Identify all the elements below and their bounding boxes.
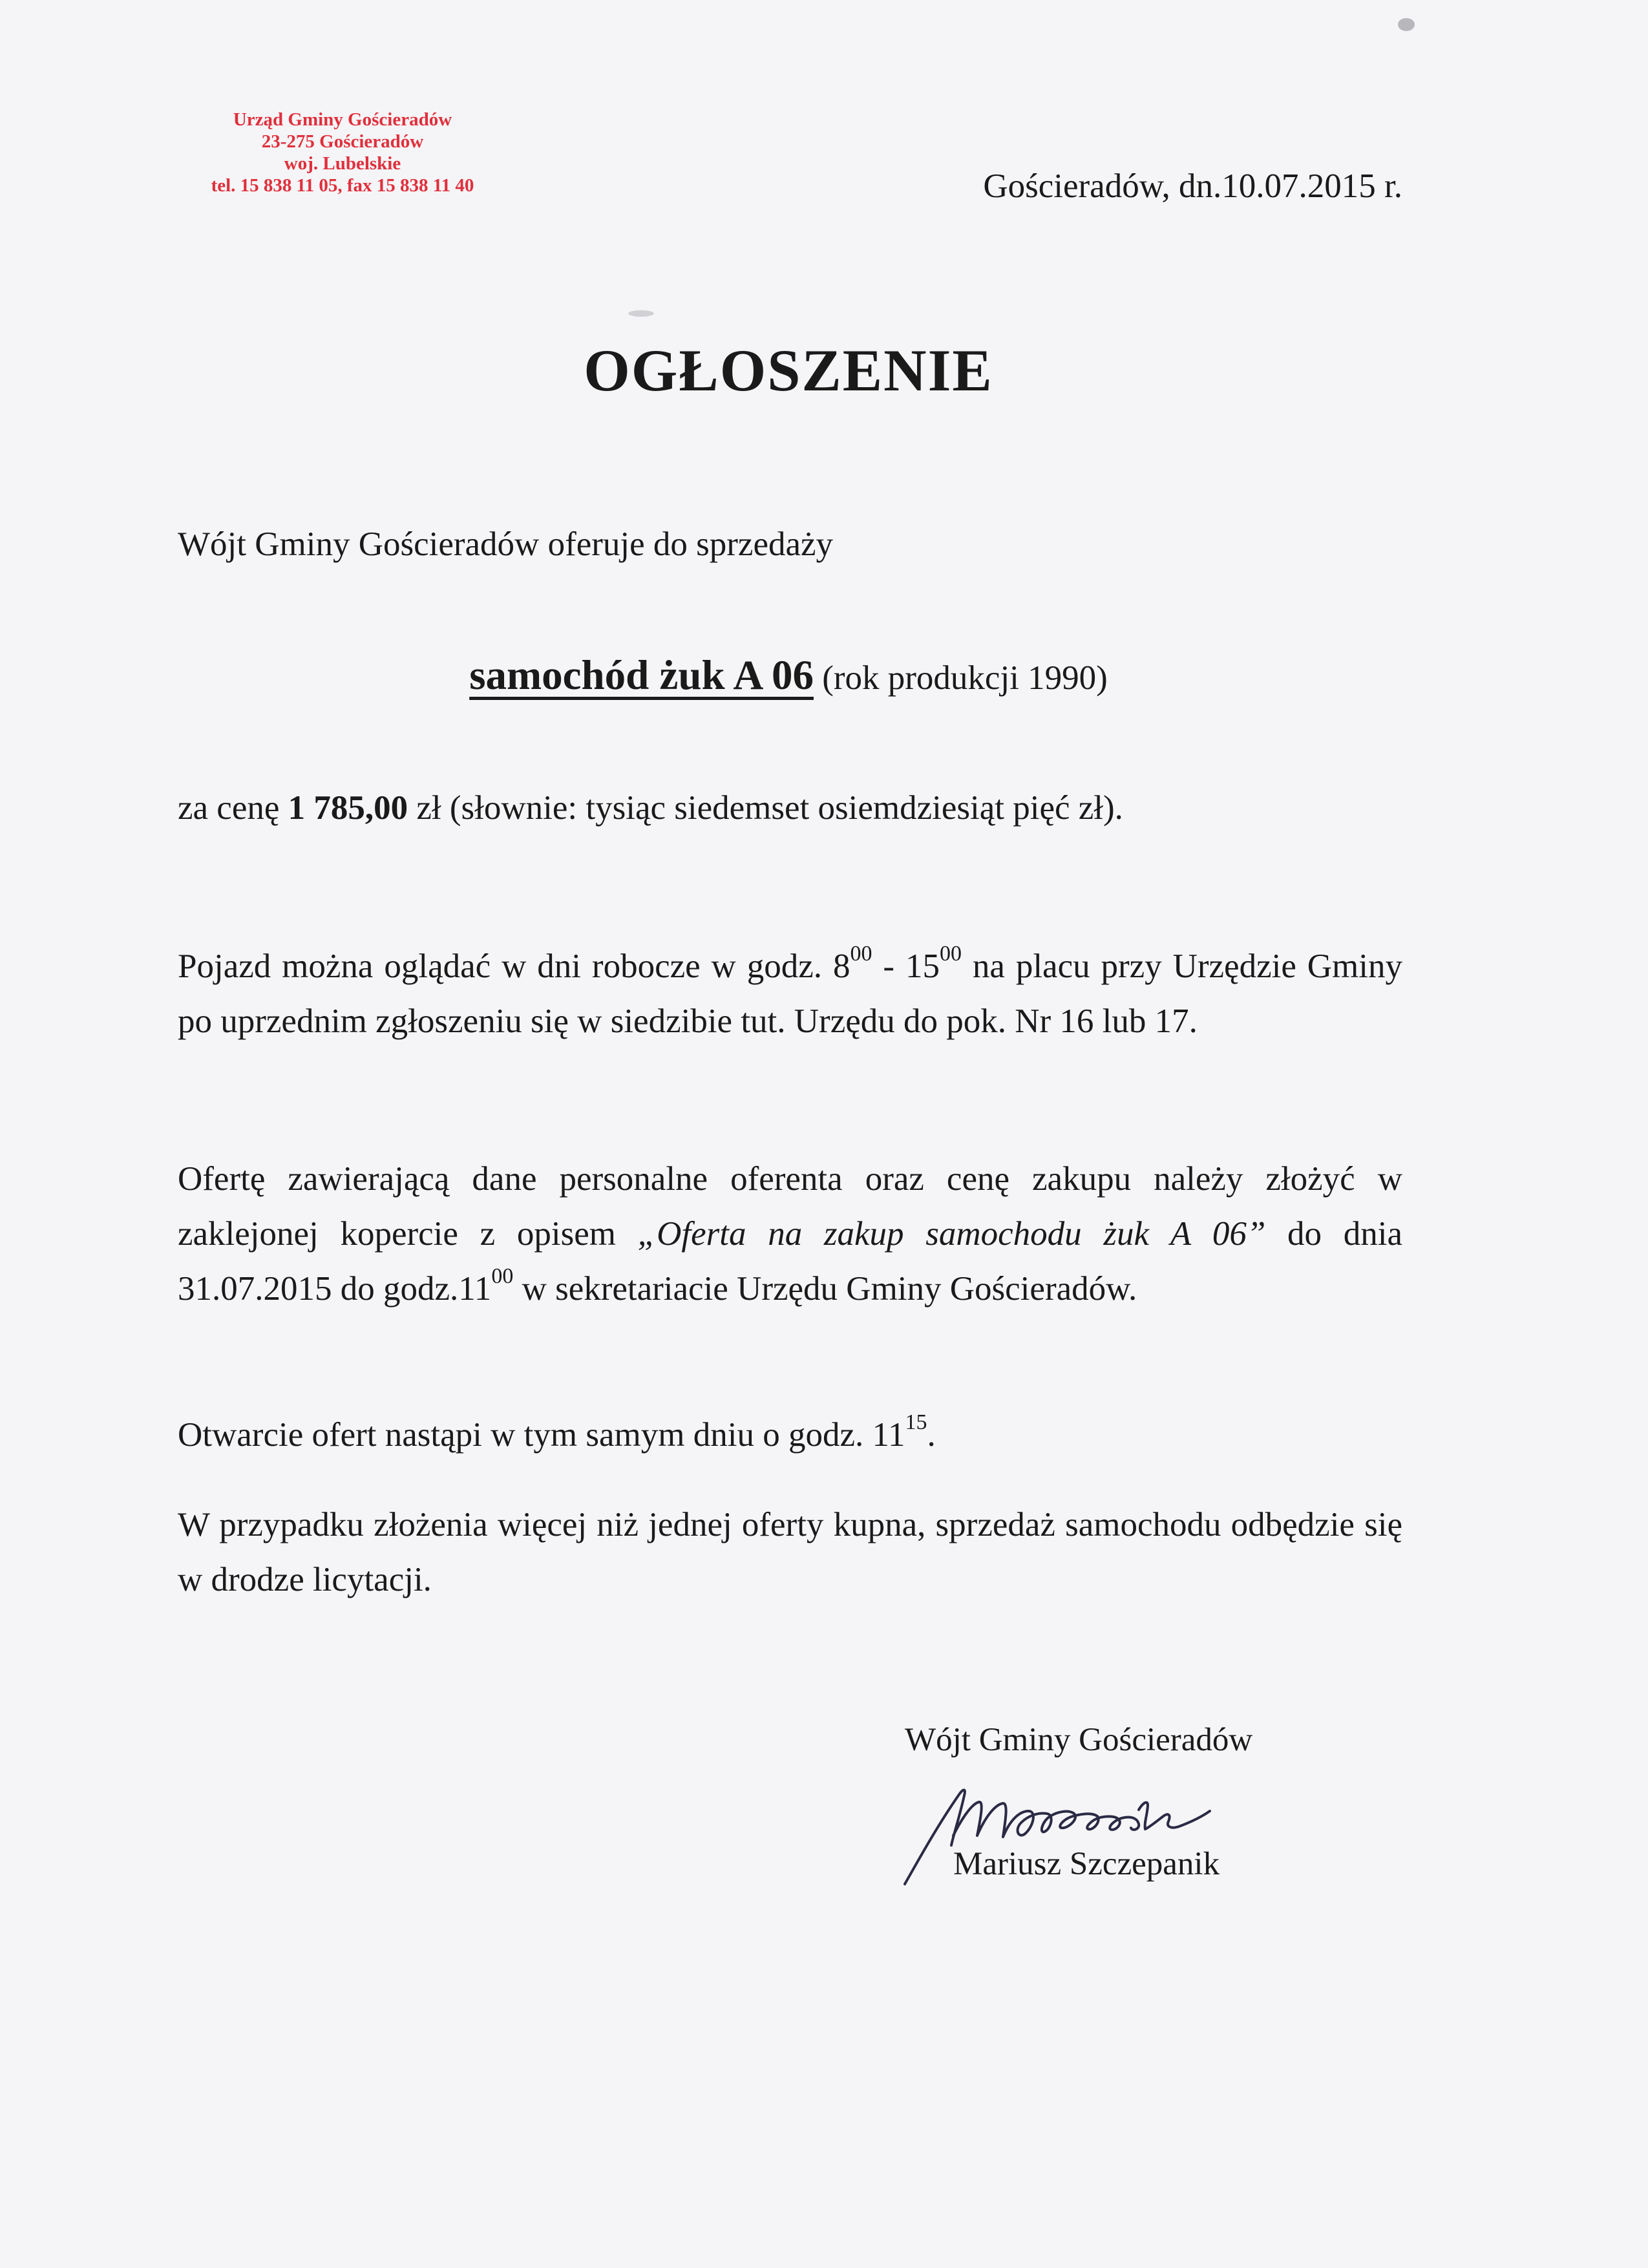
price-paragraph [178, 781, 1402, 836]
office-stamp [162, 109, 523, 196]
viewing-text-2: - 15 [872, 948, 940, 985]
viewing-hour-start-sup: 00 [850, 942, 872, 966]
offer-text-2: do dnia 31.07.2015 do godz.11 [178, 1215, 1403, 1308]
offer-text-1: Ofertę zawierającą dane personalne oferenta oraz cenę zakupu należy złożyć w zaklejonej kopercie z opisem [178, 1160, 1402, 1253]
price-amount: 1 785,00 [288, 789, 408, 827]
signatory-name: Mariusz Szczepanik [953, 1846, 1220, 1882]
auction-paragraph: W przypadku złożenia więcej niż jednej oferty kupna, sprzedaż samochodu odbędzie się w drodze licytacji. [178, 1506, 1402, 1598]
opening-text-2: . [927, 1416, 936, 1454]
document-title: OGŁOSZENIE [584, 337, 993, 403]
price-prefix: za cenę [178, 789, 288, 827]
vehicle-name: samochód żuk A 06 [469, 652, 814, 699]
viewing-paragraph [178, 939, 1402, 1049]
opening-text-1: Otwarcie ofert nastąpi w tym samym dniu o godz. 11 [178, 1416, 905, 1454]
opening-paragraph [178, 1408, 1402, 1463]
viewing-text-1: Pojazd można oglądać w dni robocze w godz. 8 [178, 948, 850, 985]
signatory-title: Wójt Gminy Gościeradów [905, 1722, 1253, 1758]
vehicle-line [0, 648, 1577, 706]
vehicle-production-year: (rok produkcji 1990) [822, 659, 1108, 697]
opening-hour-sup: 15 [905, 1410, 927, 1434]
stamp-line-phone: tel. 15 838 11 05, fax 15 838 11 40 [211, 175, 474, 196]
offer-envelope-description: „Oferta na zakup samochodu żuk A 06” [637, 1215, 1266, 1253]
scan-speck [1398, 18, 1415, 31]
offer-hour-sup: 00 [491, 1264, 514, 1288]
offer-paragraph [178, 1152, 1402, 1317]
stamp-line-office: Urząd Gminy Gościeradów [233, 109, 452, 130]
viewing-hour-end-sup: 00 [939, 942, 962, 966]
viewing-text-3: na placu przy Urzędzie Gminy po uprzednim zgłoszeniu się w siedzibie tut. Urzędu do pok. Nr 16 lub 17. [178, 948, 1402, 1040]
date-line: Gościeradów, dn.10.07.2015 r. [983, 167, 1402, 205]
price-suffix: zł (słownie: tysiąc siedemset osiemdziesiąt pięć zł). [408, 789, 1123, 827]
stamp-line-province: woj. Lubelskie [284, 153, 401, 174]
offer-text-3: w sekretariacie Urzędu Gminy Gościeradów. [513, 1270, 1137, 1308]
intro-paragraph: Wójt Gminy Gościeradów oferuje do sprzedaży [178, 525, 834, 563]
stamp-line-postcode: 23-275 Gościeradów [261, 131, 424, 152]
scan-speck [628, 310, 654, 317]
